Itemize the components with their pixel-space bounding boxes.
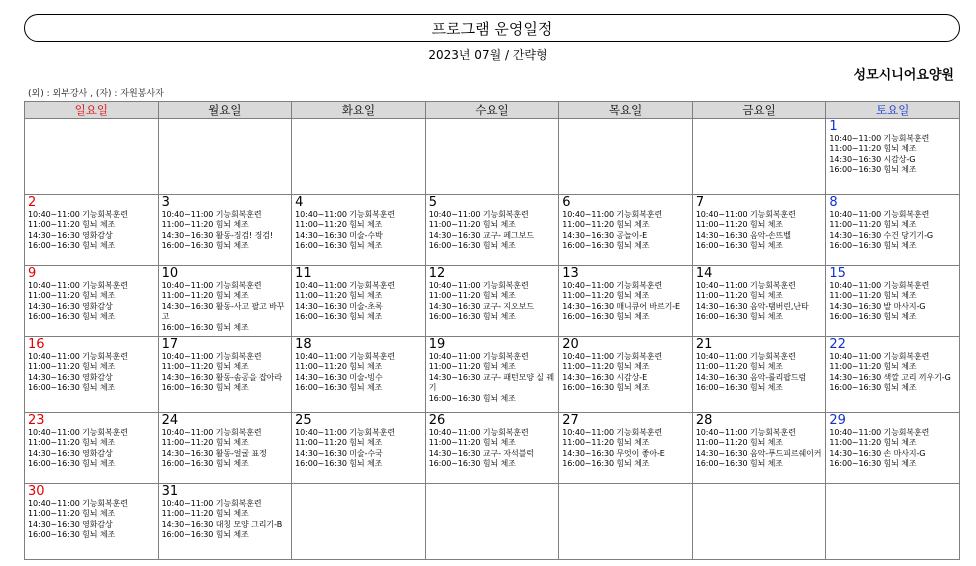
event-item: 16:00~16:30 힘뇌 체조 (28, 530, 116, 540)
event-list (162, 428, 289, 470)
event-list (696, 281, 823, 323)
event-list (162, 499, 289, 541)
event-item: 10:40~11:00 기능회복훈련 (829, 210, 930, 219)
event-item: 10:40~11:00 기능회복훈련 (428, 428, 529, 437)
event-item: 16:00~16:30 힘뇌 체조 (161, 530, 249, 540)
event-item: 14:30~16:30 교구- 패턴모양 실 꿰기 (428, 372, 554, 393)
event-item: 11:00~11:20 힘뇌 체조 (295, 220, 383, 230)
weekday-header-row (25, 102, 960, 119)
event-list (696, 352, 823, 394)
event-item: 11:00~11:20 힘뇌 체조 (28, 291, 116, 301)
event-item: 10:40~11:00 기능회복훈련 (295, 352, 396, 361)
calendar-week-row (25, 337, 960, 413)
day-number: 25 (295, 413, 312, 428)
event-item: 16:00~16:30 힘뇌 체조 (28, 312, 116, 322)
calendar-day-cell (25, 195, 159, 266)
event-list (295, 281, 422, 323)
event-list (28, 281, 155, 323)
event-item: 10:40~11:00 기능회복훈련 (161, 428, 262, 437)
event-item: 11:00~11:20 힘뇌 체조 (829, 291, 917, 301)
organization-name: 성모시니어요양원 (853, 68, 954, 83)
day-number: 10 (161, 266, 179, 281)
legend-note: (외) : 외부강사 , (자) : 자원봉사자 (28, 89, 164, 99)
event-item: 14:30~16:30 영화감상 (28, 230, 113, 240)
event-item: 10:40~11:00 기능회복훈련 (28, 499, 128, 508)
calendar-day-cell (692, 119, 826, 195)
event-item: 14:30~16:30 교구- 페그보드 (428, 230, 534, 240)
event-item: 14:30~16:30 손 마사지-G (829, 448, 926, 458)
event-list (28, 210, 155, 252)
day-number: 4 (295, 195, 304, 210)
event-item: 14:30~16:30 시감상-E (562, 372, 648, 382)
day-number: 7 (695, 195, 705, 210)
calendar-table (24, 101, 960, 560)
day-number: 27 (562, 413, 579, 428)
calendar-day-cell (692, 413, 826, 484)
calendar-day-cell (425, 119, 559, 195)
calendar-day-cell (425, 195, 559, 266)
event-list (429, 352, 556, 404)
calendar-week-row (25, 195, 960, 266)
event-item: 14:30~16:30 활동-징검! 징검! (161, 230, 273, 240)
day-number: 11 (295, 266, 312, 281)
event-list (829, 210, 956, 252)
event-item: 11:00~11:20 힘뇌 체조 (562, 362, 650, 372)
event-item: 11:00~11:20 힘뇌 체조 (695, 220, 783, 230)
event-list (829, 281, 956, 323)
calendar-day-cell (826, 337, 960, 413)
day-number: 26 (428, 413, 446, 428)
event-item: 11:00~11:20 힘뇌 체조 (695, 438, 783, 448)
page-title (24, 14, 960, 42)
event-item: 14:30~16:30 시감상-G (829, 154, 916, 164)
event-item: 11:00~11:20 힘뇌 체조 (562, 438, 650, 448)
event-item: 16:00~16:30 힘뇌 체조 (695, 241, 783, 251)
event-item: 10:40~11:00 기능회복훈련 (28, 281, 128, 290)
calendar-day-cell (692, 484, 826, 560)
event-item: 11:00~11:20 힘뇌 체조 (562, 220, 650, 230)
event-item: 11:00~11:20 힘뇌 체조 (161, 438, 249, 448)
event-item: 14:30~16:30 교구- 자석블럭 (428, 448, 534, 458)
calendar-day-cell (826, 195, 960, 266)
weekday-saturday: 토요일 (826, 102, 960, 119)
day-number: 29 (829, 413, 846, 428)
calendar-day-cell (25, 484, 159, 560)
event-item: 10:40~11:00 기능회복훈련 (428, 281, 529, 290)
day-number: 2 (28, 195, 37, 210)
calendar-day-cell (425, 337, 559, 413)
event-list (829, 134, 956, 176)
page-subtitle: 2023년 07월 / 간략형 (428, 48, 548, 62)
day-number: 6 (562, 195, 571, 210)
calendar-day-cell (826, 266, 960, 337)
event-item: 11:00~11:20 힘뇌 체조 (161, 362, 249, 372)
event-item: 16:00~16:30 힘뇌 체조 (28, 383, 116, 393)
event-item: 16:00~16:30 힘뇌 체조 (428, 312, 516, 322)
event-item: 10:40~11:00 기능회복훈련 (829, 281, 930, 290)
calendar-day-cell (25, 266, 159, 337)
event-item: 16:00~16:30 힘뇌 체조 (295, 383, 383, 393)
calendar-day-cell (425, 266, 559, 337)
day-number: 5 (428, 195, 437, 210)
day-number: 3 (161, 195, 170, 210)
event-item: 10:40~11:00 기능회복훈련 (829, 428, 930, 437)
event-item: 16:00~16:30 힘뇌 체조 (428, 241, 516, 251)
event-item: 14:30~16:30 대칭 모양 그리기-B (161, 519, 283, 529)
event-item: 11:00~11:20 힘뇌 체조 (829, 362, 917, 372)
event-item: 10:40~11:00 기능회복훈련 (428, 210, 529, 219)
event-item: 11:00~11:20 힘뇌 체조 (428, 291, 516, 301)
calendar-week-row (25, 484, 960, 560)
event-item: 10:40~11:00 기능회복훈련 (28, 352, 128, 361)
calendar-day-cell (692, 195, 826, 266)
event-item: 14:30~16:30 미술-수박 (295, 230, 383, 240)
event-list (162, 210, 289, 252)
event-list (28, 499, 155, 541)
event-list (162, 352, 289, 394)
event-item: 16:00~16:30 힘뇌 체조 (28, 459, 116, 469)
event-list (562, 210, 689, 252)
calendar-week-row (25, 266, 960, 337)
event-item: 14:30~16:30 영화감상 (28, 301, 113, 311)
event-item: 16:00~16:30 힘뇌 체조 (428, 393, 516, 403)
calendar-day-cell (25, 337, 159, 413)
event-item: 16:00~16:30 힘뇌 체조 (695, 312, 783, 322)
event-item: 11:00~11:20 힘뇌 체조 (295, 362, 383, 372)
event-list (162, 281, 289, 333)
event-item: 14:30~16:30 활동-사고 팔고 바꾸고 (161, 301, 285, 322)
event-item: 14:30~16:30 미술-빙수 (295, 372, 383, 382)
calendar-day-cell (559, 119, 693, 195)
calendar-day-cell (425, 413, 559, 484)
calendar-day-cell (158, 119, 292, 195)
event-item: 10:40~11:00 기능회복훈련 (28, 210, 128, 219)
calendar-day-cell (292, 337, 426, 413)
weekday-monday: 월요일 (158, 102, 292, 119)
event-item: 10:40~11:00 기능회복훈련 (161, 210, 262, 219)
event-item: 10:40~11:00 기능회복훈련 (428, 352, 529, 361)
calendar-day-cell (826, 413, 960, 484)
weekday-tuesday: 화요일 (292, 102, 426, 119)
calendar-day-cell (559, 337, 693, 413)
event-item: 11:00~11:20 힘뇌 체조 (829, 220, 917, 230)
event-item: 16:00~16:30 힘뇌 체조 (829, 241, 917, 251)
day-number: 9 (28, 266, 37, 281)
event-item: 11:00~11:20 힘뇌 체조 (161, 220, 249, 230)
event-item: 11:00~11:20 힘뇌 체조 (829, 438, 917, 448)
event-item: 14:30~16:30 음악-손뜨벨 (695, 230, 791, 240)
event-item: 16:00~16:30 힘뇌 체조 (829, 312, 917, 322)
calendar-day-cell (292, 266, 426, 337)
event-item: 10:40~11:00 기능회복훈련 (829, 352, 930, 361)
calendar-day-cell (292, 413, 426, 484)
event-item: 14:30~16:30 무엇이 좋아-E (562, 448, 665, 458)
event-item: 16:00~16:30 힘뇌 체조 (562, 241, 650, 251)
weekday-wednesday: 수요일 (425, 102, 559, 119)
event-item: 14:30~16:30 매니큐어 바르기-E (562, 301, 680, 311)
event-item: 14:30~16:30 발 마사지-G (829, 301, 926, 311)
event-list (295, 428, 422, 470)
event-item: 11:00~11:20 힘뇌 체조 (428, 438, 516, 448)
event-item: 10:40~11:00 기능회복훈련 (161, 352, 262, 361)
calendar-day-cell (292, 195, 426, 266)
calendar-day-cell (559, 484, 693, 560)
event-item: 14:30~16:30 영화감상 (28, 519, 113, 529)
calendar-day-cell (425, 484, 559, 560)
day-number: 28 (695, 413, 713, 428)
event-item: 10:40~11:00 기능회복훈련 (28, 428, 128, 437)
event-item: 10:40~11:00 기능회복훈련 (562, 210, 663, 219)
event-item: 11:00~11:20 힘뇌 체조 (562, 291, 650, 301)
day-number: 22 (829, 337, 846, 352)
calendar-day-cell (559, 413, 693, 484)
event-item: 14:30~16:30 색깔 고리 끼우기-G (829, 372, 951, 382)
event-item: 10:40~11:00 기능회복훈련 (695, 210, 796, 219)
event-item: 11:00~11:20 힘뇌 체조 (428, 362, 516, 372)
calendar-day-cell (158, 337, 292, 413)
event-item: 14:30~16:30 활동-얼굴 표정 (161, 448, 267, 458)
event-item: 16:00~16:30 힘뇌 체조 (695, 459, 783, 469)
event-item: 16:00~16:30 힘뇌 체조 (695, 383, 783, 393)
event-list (429, 210, 556, 252)
calendar-day-cell (158, 266, 292, 337)
event-item: 11:00~11:20 힘뇌 체조 (28, 509, 116, 519)
day-number: 15 (829, 266, 846, 281)
calendar-day-cell (559, 266, 693, 337)
calendar-day-cell (826, 119, 960, 195)
event-item: 11:00~11:20 힘뇌 체조 (161, 291, 249, 301)
calendar-day-cell (826, 484, 960, 560)
event-item: 14:30~16:30 음악-롤리팝드럼 (695, 372, 807, 382)
event-list (562, 352, 689, 394)
day-number: 31 (161, 484, 179, 499)
calendar-week-row (25, 413, 960, 484)
event-item: 11:00~11:20 힘뇌 체조 (295, 438, 383, 448)
event-list (28, 428, 155, 470)
day-number: 1 (829, 119, 838, 134)
event-item: 16:00~16:30 힘뇌 체조 (161, 241, 249, 251)
event-item: 14:30~16:30 영화감상 (28, 448, 113, 458)
calendar-day-cell (25, 413, 159, 484)
event-item: 16:00~16:30 힘뇌 체조 (562, 383, 650, 393)
event-item: 11:00~11:20 힘뇌 체조 (28, 362, 116, 372)
event-item: 16:00~16:30 힘뇌 체조 (829, 165, 917, 175)
event-item: 14:30~16:30 교구- 지오보드 (428, 301, 534, 311)
calendar-day-cell (158, 413, 292, 484)
event-item: 11:00~11:20 힘뇌 체조 (28, 220, 116, 230)
day-number: 12 (428, 266, 446, 281)
event-list (562, 428, 689, 470)
event-item: 16:00~16:30 힘뇌 체조 (28, 241, 116, 251)
weekday-sunday: 일요일 (25, 102, 159, 119)
event-item: 16:00~16:30 힘뇌 체조 (829, 459, 917, 469)
event-item: 10:40~11:00 기능회복훈련 (161, 499, 262, 508)
event-list (28, 352, 155, 394)
event-list (696, 210, 823, 252)
event-item: 11:00~11:20 힘뇌 체조 (428, 220, 516, 230)
event-item: 16:00~16:30 힘뇌 체조 (562, 459, 650, 469)
day-number: 13 (562, 266, 579, 281)
event-item: 14:30~16:30 미술-초록 (295, 301, 383, 311)
event-item: 11:00~11:20 힘뇌 체조 (161, 509, 249, 519)
calendar-day-cell (292, 119, 426, 195)
calendar-day-cell (25, 119, 159, 195)
event-item: 10:40~11:00 기능회복훈련 (695, 281, 796, 290)
event-item: 10:40~11:00 기능회복훈련 (295, 281, 396, 290)
event-item: 10:40~11:00 기능회복훈련 (562, 428, 663, 437)
day-number: 14 (695, 266, 713, 281)
event-item: 16:00~16:30 힘뇌 체조 (161, 322, 249, 332)
event-item: 14:30~16:30 미술-수국 (295, 448, 383, 458)
day-number: 20 (562, 337, 579, 352)
event-list (295, 210, 422, 252)
day-number: 23 (28, 413, 45, 428)
day-number: 30 (28, 484, 45, 499)
calendar-day-cell (158, 195, 292, 266)
event-item: 14:30~16:30 음악-푸드피르쉐이커 (695, 448, 822, 458)
event-item: 16:00~16:30 힘뇌 체조 (295, 459, 383, 469)
event-item: 16:00~16:30 힘뇌 체조 (295, 241, 383, 251)
calendar-day-cell (692, 337, 826, 413)
event-item: 11:00~11:20 힘뇌 체조 (295, 291, 383, 301)
event-item: 14:30~16:30 영화감상 (28, 372, 113, 382)
event-list (829, 352, 956, 394)
event-item: 11:00~11:20 힘뇌 체조 (695, 291, 783, 301)
event-list (562, 281, 689, 323)
weekday-thursday: 목요일 (559, 102, 693, 119)
event-item: 14:30~16:30 수건 당기기-G (829, 230, 933, 240)
event-item: 10:40~11:00 기능회복훈련 (829, 134, 930, 143)
event-item: 14:30~16:30 음악-탬버린,난타 (695, 301, 809, 311)
calendar-day-cell (158, 484, 292, 560)
calendar-day-cell (692, 266, 826, 337)
event-item: 10:40~11:00 기능회복훈련 (295, 428, 396, 437)
calendar-day-cell (292, 484, 426, 560)
event-list (295, 352, 422, 394)
event-item: 10:40~11:00 기능회복훈련 (562, 281, 663, 290)
event-list (829, 428, 956, 470)
day-number: 19 (428, 337, 446, 352)
event-item: 16:00~16:30 힘뇌 체조 (829, 383, 917, 393)
event-item: 10:40~11:00 기능회복훈련 (161, 281, 262, 290)
event-item: 11:00~11:20 힘뇌 체조 (695, 362, 783, 372)
event-item: 11:00~11:20 힘뇌 체조 (28, 438, 116, 448)
day-number: 18 (295, 337, 312, 352)
event-item: 11:00~11:20 힘뇌 체조 (829, 144, 917, 154)
event-item: 16:00~16:30 힘뇌 체조 (295, 312, 383, 322)
day-number: 24 (161, 413, 179, 428)
event-item: 10:40~11:00 기능회복훈련 (295, 210, 396, 219)
page-title-text: 프로그램 운영일정 (431, 19, 553, 38)
day-number: 17 (161, 337, 179, 352)
event-item: 14:30~16:30 공놀이-E (562, 230, 648, 240)
weekday-friday: 금요일 (692, 102, 826, 119)
event-item: 10:40~11:00 기능회복훈련 (695, 352, 796, 361)
event-item: 16:00~16:30 힘뇌 체조 (161, 383, 249, 393)
event-item: 10:40~11:00 기능회복훈련 (695, 428, 796, 437)
event-list (696, 428, 823, 470)
event-item: 14:30~16:30 활동-솜공을 잡아라 (161, 372, 282, 382)
event-item: 16:00~16:30 힘뇌 체조 (428, 459, 516, 469)
calendar-day-cell (559, 195, 693, 266)
day-number: 21 (695, 337, 713, 352)
calendar-week-row (25, 119, 960, 195)
day-number: 16 (28, 337, 45, 352)
event-item: 16:00~16:30 힘뇌 체조 (562, 312, 650, 322)
event-item: 10:40~11:00 기능회복훈련 (562, 352, 663, 361)
day-number: 8 (829, 195, 838, 210)
event-list (429, 281, 556, 323)
event-item: 16:00~16:30 힘뇌 체조 (161, 459, 249, 469)
event-list (429, 428, 556, 470)
